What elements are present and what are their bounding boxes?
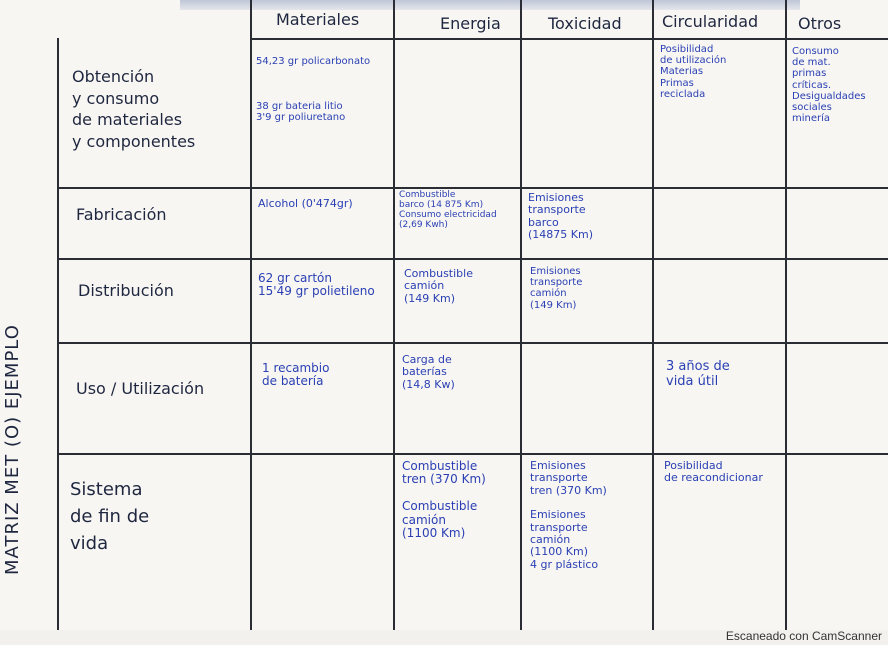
- cell-fabricacion-toxicidad: Emisiones transporte barco (14875 Km): [528, 191, 594, 241]
- cell-fin-de-vida-energia: Combustible tren (370 Km) Combustible camión (1100 Km): [402, 459, 486, 541]
- header-toxicidad: Toxicidad: [548, 14, 622, 33]
- grid-line: [520, 0, 522, 630]
- grid-line: [250, 38, 888, 40]
- matrix-vertical-label: MATRIZ MET (O) EJEMPLO: [2, 324, 23, 575]
- cell-distribucion-energia: Combustible camión (149 Km): [404, 267, 473, 305]
- cell-fin-de-vida-circularidad: Posibilidad de reacondicionar: [664, 459, 763, 485]
- grid-line: [57, 187, 888, 189]
- header-energia: Energia: [440, 14, 501, 33]
- scan-edge: [180, 0, 800, 10]
- row-label-distribucion: Distribución: [78, 281, 174, 300]
- grid-line: [250, 0, 252, 630]
- grid-line: [57, 258, 888, 260]
- cell-obtencion-otros: Consumo de mat. primas críticas. Desigualdades sociales minería: [792, 46, 866, 125]
- grid-line: [57, 38, 59, 630]
- cell-fabricacion-materiales: Alcohol (0'474gr): [258, 197, 353, 210]
- grid-line: [652, 0, 654, 630]
- cell-distribucion-materiales: 62 gr cartón 15'49 gr polietileno: [258, 271, 375, 299]
- cell-obtencion-circularidad: Posibilidad de utilización Materias Primas reciclada: [660, 44, 727, 100]
- header-materiales: Materiales: [276, 10, 360, 29]
- row-label-fabricacion: Fabricación: [76, 205, 167, 224]
- cell-fin-de-vida-toxicidad: Emisiones transporte tren (370 Km) Emisiones transporte camión (1100 Km) 4 gr plástico: [530, 459, 607, 571]
- grid-line: [57, 342, 888, 344]
- row-label-fin-de-vida: Sistema de fin de vida: [70, 479, 150, 554]
- header-otros: Otros: [798, 14, 842, 33]
- cell-uso-circularidad: 3 años de vida útil: [666, 359, 730, 389]
- grid-line: [393, 0, 395, 630]
- cell-obtencion-materiales: 54,23 gr policarbonato 38 gr bateria litio 3'9 gr poliuretano: [256, 56, 371, 123]
- row-label-obtencion: Obtención y consumo de materiales y componentes: [72, 67, 196, 151]
- grid-line: [785, 0, 787, 630]
- cell-distribucion-toxicidad: Emisiones transporte camión (149 Km): [530, 266, 583, 311]
- row-label-uso: Uso / Utilización: [76, 379, 205, 398]
- camscanner-watermark: Escaneado con CamScanner: [725, 629, 882, 643]
- header-circularidad: Circularidad: [662, 12, 759, 31]
- cell-fabricacion-energia: Combustible barco (14 875 Km) Consumo electricidad (2,69 Kwh): [399, 190, 497, 231]
- cell-uso-energia: Carga de baterías (14,8 Kw): [402, 353, 455, 391]
- grid-line: [57, 453, 888, 455]
- cell-uso-materiales: 1 recambio de batería: [262, 361, 330, 389]
